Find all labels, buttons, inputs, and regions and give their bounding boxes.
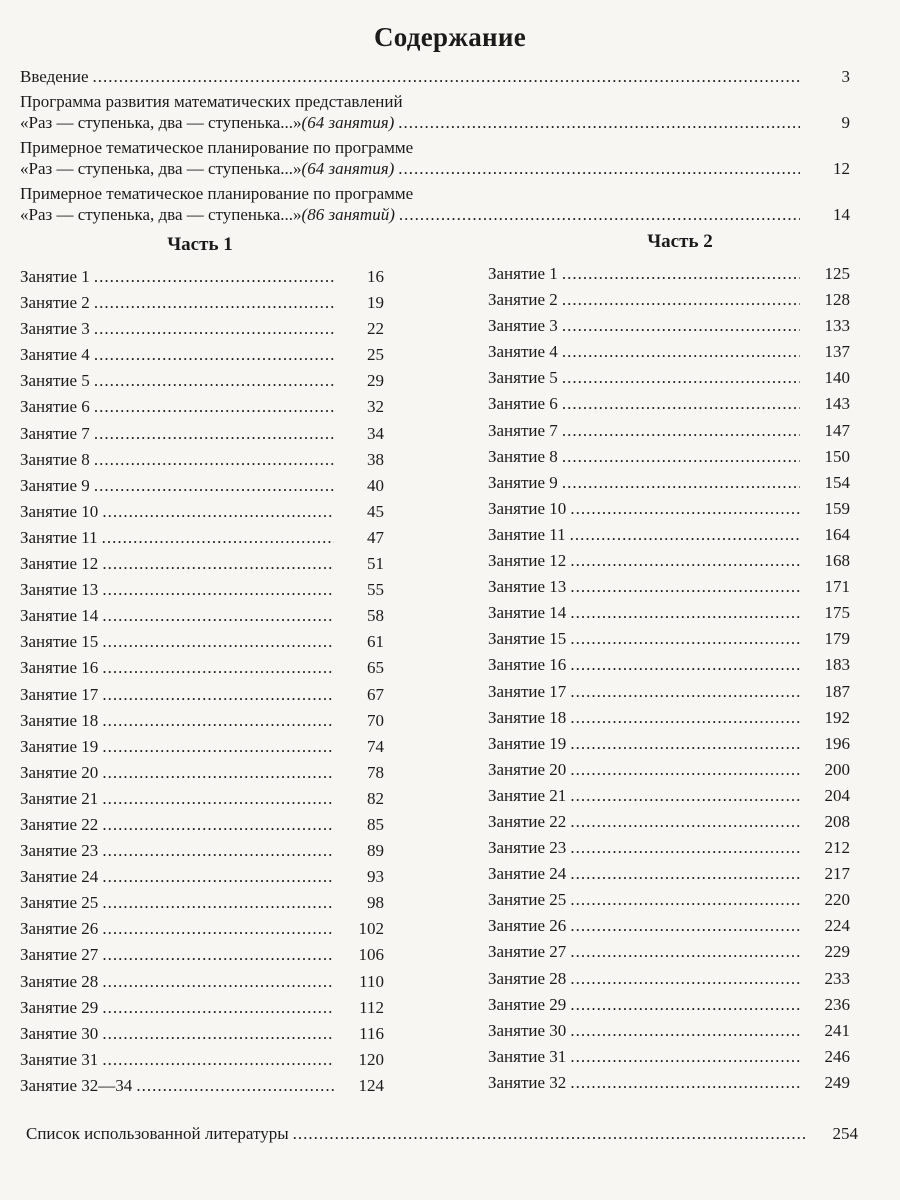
toc-entry-lesson[interactable] — [20, 657, 384, 683]
toc-entry-lesson[interactable] — [20, 1049, 384, 1075]
toc-entry-page: 154 — [824, 472, 850, 492]
toc-entry-label: Занятие 11 — [488, 524, 566, 544]
toc-entry-label: Занятие 5 — [488, 368, 558, 388]
dot-leader — [398, 112, 800, 133]
toc-entry-label: Занятие 26 — [20, 919, 99, 939]
dot-leader — [102, 997, 334, 1018]
toc-entry-page: 143 — [824, 394, 850, 414]
part1-list — [20, 266, 384, 1101]
toc-entry-lesson[interactable] — [488, 367, 850, 393]
toc-entry-label: Занятие 1 — [488, 264, 558, 283]
dot-leader — [570, 681, 800, 702]
dot-leader — [102, 892, 334, 913]
dot-leader — [570, 524, 800, 545]
toc-entry-label: Занятие 21 — [488, 785, 567, 805]
dot-leader — [94, 423, 334, 444]
toc-entry-page: 171 — [824, 577, 850, 597]
toc-entry-lesson[interactable] — [488, 446, 850, 472]
dot-leader — [94, 344, 334, 365]
toc-entry-page: 82 — [367, 788, 384, 808]
toc-entry-lesson[interactable] — [488, 941, 850, 967]
toc-entry-page: 229 — [824, 942, 850, 962]
toc-entry-page: 147 — [824, 420, 850, 440]
toc-entry-page: 25 — [367, 345, 384, 365]
dot-leader — [102, 788, 334, 809]
toc-entry-page: 150 — [824, 446, 850, 466]
toc-entry-label: Занятие 8 — [488, 446, 558, 466]
dot-leader — [102, 814, 334, 835]
toc-entry-label: Занятие 15 — [488, 629, 567, 649]
toc-entry-label: Занятие 5 — [20, 371, 90, 391]
toc-entry-page: 38 — [367, 449, 384, 469]
toc-entry-lesson[interactable] — [488, 524, 850, 550]
toc-entry-label: Занятие 17 — [20, 684, 99, 704]
toc-entry-lesson[interactable] — [20, 423, 384, 449]
toc-entry-lesson[interactable] — [20, 710, 384, 736]
toc-entry-lesson[interactable] — [20, 892, 384, 918]
dot-leader — [570, 550, 800, 571]
intro-entry-text — [20, 91, 850, 112]
toc-entry-lesson[interactable] — [488, 654, 850, 680]
intro-entry — [20, 137, 850, 179]
toc-entry-label: Занятие 20 — [488, 759, 567, 779]
toc-entry-label: Занятие 18 — [488, 707, 567, 727]
toc-entry-label: Занятие 11 — [20, 527, 98, 547]
toc-entry-label: Занятие 18 — [20, 710, 99, 730]
toc-entry-page: 89 — [367, 841, 384, 861]
toc-entry-lesson[interactable] — [488, 1072, 850, 1098]
dot-leader — [102, 1049, 334, 1070]
toc-entry-label: Занятие 28 — [488, 968, 567, 988]
toc-entry-page: 55 — [367, 580, 384, 600]
toc-entry-label: Занятие 29 — [488, 994, 567, 1014]
toc-entry-references[interactable] — [26, 1123, 858, 1144]
dot-leader — [102, 605, 334, 626]
toc-entry-label: Занятие 31 — [20, 1049, 99, 1069]
toc-entry-page: 51 — [367, 554, 384, 574]
intro-entry-line: Программа развития математических представлений — [20, 92, 403, 111]
toc-entry-page: 34 — [367, 423, 384, 443]
toc-entry-label: Занятие 10 — [20, 501, 99, 521]
toc-entry-page: 137 — [824, 342, 850, 362]
toc-entry-page: 29 — [367, 371, 384, 391]
dot-leader — [102, 631, 334, 652]
toc-entry-page: 200 — [824, 759, 850, 779]
toc-entry-lesson[interactable] — [488, 420, 850, 446]
toc-entry-page: 241 — [824, 1020, 850, 1040]
toc-entry-lesson[interactable] — [20, 292, 384, 318]
toc-entry-page: 85 — [367, 814, 384, 834]
toc-entry-page: 9 — [841, 113, 850, 132]
toc-entry-page: 249 — [824, 1072, 850, 1092]
dot-leader — [570, 785, 800, 806]
dot-leader — [570, 889, 800, 910]
toc-entry-page: 74 — [367, 736, 384, 756]
toc-entry-lesson[interactable] — [488, 550, 850, 576]
toc-entry-lesson[interactable] — [488, 968, 850, 994]
toc-entry-page: 106 — [358, 945, 384, 965]
toc-entry-label: Занятие 25 — [20, 893, 99, 913]
toc-entry-lesson[interactable] — [20, 736, 384, 762]
dot-leader — [94, 266, 334, 287]
intro-entry-line: Примерное тематическое планирование по программе — [20, 184, 414, 203]
part2-list — [488, 263, 850, 1098]
toc-entry-lesson[interactable] — [20, 449, 384, 475]
toc-entry-label: Занятие 3 — [488, 316, 558, 336]
toc-entry-label: Занятие 9 — [20, 475, 90, 495]
dot-leader — [570, 994, 800, 1015]
toc-entry-label: Занятие 2 — [488, 290, 558, 310]
toc-entry-page: 187 — [824, 681, 850, 701]
toc-entry-page: 22 — [367, 319, 384, 339]
toc-entry-label: Занятие 28 — [20, 971, 99, 991]
dot-leader — [562, 420, 800, 441]
toc-entry-label: Занятие 24 — [20, 867, 99, 887]
toc-entry-label: Занятие 30 — [20, 1023, 99, 1043]
toc-entry-label: Список использованной литературы — [26, 1124, 289, 1143]
toc-entry-lesson[interactable] — [20, 840, 384, 866]
dot-leader — [562, 341, 800, 362]
toc-entry-page: 70 — [367, 710, 384, 730]
dot-leader — [570, 1046, 800, 1067]
toc-entry-label: Занятие 12 — [20, 554, 99, 574]
dot-leader — [102, 840, 334, 861]
toc-entry-lesson[interactable] — [488, 837, 850, 863]
toc-entry-lesson[interactable] — [20, 814, 384, 840]
toc-entry-lesson-count: (86 занятий) — [301, 205, 395, 224]
dot-leader — [562, 446, 800, 467]
toc-entry-page: 236 — [824, 994, 850, 1014]
dot-leader — [94, 449, 334, 470]
dot-leader — [102, 1023, 334, 1044]
page-title: Содержание — [373, 22, 527, 52]
toc-entry-page: 168 — [824, 551, 850, 571]
toc-entry-lesson[interactable] — [488, 811, 850, 837]
toc-entry-lesson[interactable] — [20, 631, 384, 657]
dot-leader — [94, 292, 334, 313]
toc-entry-page: 12 — [833, 159, 850, 178]
toc-entry-page: 192 — [824, 707, 850, 727]
dot-leader — [136, 1075, 334, 1096]
toc-entry-label: Занятие 10 — [488, 498, 567, 518]
intro-entry-line: Примерное тематическое планирование по программе — [20, 138, 414, 157]
dot-leader — [102, 579, 334, 600]
toc-entry-page: 204 — [824, 785, 850, 805]
dot-leader — [570, 498, 800, 519]
dot-leader — [398, 158, 800, 179]
toc-entry-label: Занятие 4 — [20, 345, 90, 365]
toc-entry-page: 67 — [367, 684, 384, 704]
dot-leader — [570, 811, 800, 832]
toc-entry-label: Занятие 23 — [488, 838, 567, 858]
toc-entry-label: Занятие 16 — [488, 655, 567, 675]
toc-entry-page: 246 — [824, 1046, 850, 1066]
toc-entry-page: 65 — [367, 658, 384, 678]
dot-leader — [570, 576, 800, 597]
toc-entry-page: 120 — [358, 1049, 384, 1069]
toc-entry-label: Занятие 31 — [488, 1046, 567, 1066]
dot-leader — [570, 941, 800, 962]
dot-leader — [102, 762, 334, 783]
toc-entry-label: Занятие 6 — [20, 397, 90, 417]
toc-entry-page: 128 — [824, 290, 850, 310]
toc-entry-page: 125 — [824, 264, 850, 283]
part2-heading: Часть 2 — [647, 231, 713, 252]
toc-entry-lesson[interactable] — [20, 918, 384, 944]
intro-entry — [20, 183, 850, 225]
toc-entry-page: 133 — [824, 316, 850, 336]
toc-entry-label: Занятие 24 — [488, 864, 567, 884]
toc-entry-lesson[interactable] — [488, 759, 850, 785]
toc-entry-lesson[interactable] — [20, 579, 384, 605]
toc-entry-page: 196 — [824, 733, 850, 753]
dot-leader — [94, 396, 334, 417]
toc-entry-page: 220 — [824, 890, 850, 910]
toc-entry-lesson[interactable] — [488, 785, 850, 811]
dot-leader — [570, 733, 800, 754]
toc-entry-label: Занятие 30 — [488, 1020, 567, 1040]
dot-leader — [102, 553, 334, 574]
toc-entry-lesson[interactable] — [488, 1046, 850, 1072]
toc-entry-lesson[interactable] — [20, 971, 384, 997]
dot-leader — [102, 527, 334, 548]
toc-entry-lesson[interactable] — [20, 1075, 384, 1101]
toc-entry-page: 212 — [824, 838, 850, 858]
toc-entry-page: 40 — [367, 475, 384, 495]
dot-leader — [562, 263, 800, 284]
dot-leader — [102, 971, 334, 992]
toc-entry-lesson-count: (64 занятия) — [301, 159, 395, 178]
toc-entry-page: 58 — [367, 606, 384, 626]
toc-entry-page: 254 — [832, 1124, 858, 1143]
toc-entry-lesson[interactable] — [488, 889, 850, 915]
toc-entry-lesson[interactable] — [488, 393, 850, 419]
dot-leader — [570, 759, 800, 780]
dot-leader — [93, 66, 800, 87]
toc-entry-page: 78 — [367, 762, 384, 782]
dot-leader — [102, 866, 334, 887]
dot-leader — [102, 710, 334, 731]
toc-entry-lesson[interactable] — [20, 684, 384, 710]
toc-entry-lesson[interactable] — [488, 289, 850, 315]
toc-entry-lesson[interactable] — [488, 863, 850, 889]
toc-entry-lesson[interactable] — [20, 501, 384, 527]
dot-leader — [102, 918, 334, 939]
toc-entry-page: 93 — [367, 867, 384, 887]
dot-leader — [399, 204, 800, 225]
toc-entry-label: Занятие 7 — [20, 423, 90, 443]
toc-entry-label: Занятие 3 — [20, 319, 90, 339]
toc-entry-lesson[interactable] — [20, 997, 384, 1023]
toc-entry-lesson[interactable] — [20, 1023, 384, 1049]
toc-entry-label: Введение — [20, 67, 89, 86]
toc-entry-page: 208 — [824, 811, 850, 831]
toc-entry-lesson[interactable] — [20, 762, 384, 788]
dot-leader — [570, 863, 800, 884]
dot-leader — [94, 475, 334, 496]
intro-section — [20, 66, 850, 225]
toc-entry-intro[interactable] — [20, 204, 850, 225]
dot-leader — [570, 915, 800, 936]
toc-entry-page: 32 — [367, 397, 384, 417]
dot-leader — [570, 654, 800, 675]
toc-entry-lesson[interactable] — [488, 1020, 850, 1046]
toc-entry-lesson[interactable] — [488, 602, 850, 628]
dot-leader — [570, 1020, 800, 1041]
toc-entry-lesson[interactable] — [20, 344, 384, 370]
toc-entry-label: Занятие 19 — [488, 733, 567, 753]
toc-entry-lesson[interactable] — [488, 263, 850, 289]
toc-entry-lesson[interactable] — [488, 576, 850, 602]
toc-entry-lesson[interactable] — [20, 553, 384, 579]
dot-leader — [562, 472, 800, 493]
dot-leader — [562, 289, 800, 310]
toc-entry-page: 47 — [367, 527, 384, 547]
toc-entry-lesson[interactable] — [20, 605, 384, 631]
dot-leader — [562, 315, 800, 336]
toc-entry-label: Занятие 27 — [488, 942, 567, 962]
toc-entry-lesson[interactable] — [488, 681, 850, 707]
toc-entry-label: Занятие 9 — [488, 472, 558, 492]
toc-entry-label: Занятие 32—34 — [20, 1075, 133, 1095]
dot-leader — [562, 393, 800, 414]
toc-entry-label: Занятие 15 — [20, 632, 99, 652]
toc-entry-lesson[interactable] — [488, 707, 850, 733]
toc-entry-label: Занятие 8 — [20, 449, 90, 469]
toc-entry-label: «Раз — ступенька, два — ступенька...» — [20, 113, 302, 132]
toc-entry-lesson[interactable] — [20, 944, 384, 970]
toc-entry-label: Занятие 17 — [488, 681, 567, 701]
toc-entry-lesson[interactable] — [20, 370, 384, 396]
toc-entry-label: Занятие 13 — [20, 580, 99, 600]
toc-entry-label: Занятие 25 — [488, 890, 567, 910]
toc-entry-label: Занятие 16 — [20, 658, 99, 678]
toc-entry-label: Занятие 19 — [20, 736, 99, 756]
toc-entry-label: Занятие 20 — [20, 762, 99, 782]
toc-entry-intro[interactable] — [20, 112, 850, 133]
toc-entry-lesson[interactable] — [488, 315, 850, 341]
toc-entry-intro[interactable] — [20, 66, 850, 87]
dot-leader — [570, 968, 800, 989]
toc-entry-lesson[interactable] — [20, 318, 384, 344]
dot-leader — [562, 367, 800, 388]
toc-entry-page: 102 — [358, 919, 384, 939]
intro-entry-text — [20, 183, 850, 204]
toc-entry-lesson[interactable] — [488, 915, 850, 941]
toc-entry-page: 159 — [824, 498, 850, 518]
toc-entry-lesson[interactable] — [488, 341, 850, 367]
toc-entry-label: «Раз — ступенька, два — ступенька...» — [20, 205, 302, 224]
toc-entry-page: 233 — [824, 968, 850, 988]
dot-leader — [102, 944, 334, 965]
toc-entry-label: Занятие 29 — [20, 997, 99, 1017]
toc-entry-lesson[interactable] — [20, 266, 384, 292]
part1-heading: Часть 1 — [167, 234, 233, 255]
toc-entry-label: Занятие 14 — [488, 603, 567, 623]
dot-leader — [570, 602, 800, 623]
toc-entry-page: 183 — [824, 655, 850, 675]
toc-entry-intro[interactable] — [20, 158, 850, 179]
toc-entry-label: Занятие 2 — [20, 293, 90, 313]
toc-entry-lesson[interactable] — [488, 994, 850, 1020]
dot-leader — [102, 736, 334, 757]
dot-leader — [102, 657, 334, 678]
toc-entry-label: Занятие 23 — [20, 841, 99, 861]
toc-entry-lesson[interactable] — [20, 475, 384, 501]
toc-entry-page: 217 — [824, 864, 850, 884]
toc-entry-lesson[interactable] — [488, 733, 850, 759]
dot-leader — [102, 501, 334, 522]
dot-leader — [570, 707, 800, 728]
dot-leader — [570, 837, 800, 858]
toc-entry-label: Занятие 6 — [488, 394, 558, 414]
toc-entry-label: Занятие 26 — [488, 916, 567, 936]
toc-entry-lesson[interactable] — [20, 788, 384, 814]
toc-entry-page: 45 — [367, 501, 384, 521]
toc-entry-page: 164 — [824, 524, 850, 544]
toc-entry-page: 14 — [833, 205, 850, 224]
toc-entry-page: 61 — [367, 632, 384, 652]
toc-entry-label: Занятие 32 — [488, 1072, 567, 1092]
dot-leader — [293, 1123, 808, 1144]
intro-entry — [20, 66, 850, 87]
toc-entry-label: Занятие 7 — [488, 420, 558, 440]
toc-entry-page: 3 — [841, 67, 850, 86]
toc-entry-label: Занятие 1 — [20, 267, 90, 286]
toc-entry-label: «Раз — ступенька, два — ступенька...» — [20, 159, 302, 178]
toc-entry-label: Занятие 4 — [488, 342, 558, 362]
dot-leader — [102, 684, 334, 705]
toc-entry-label: Занятие 13 — [488, 577, 567, 597]
toc-entry-lesson[interactable] — [20, 396, 384, 422]
toc-entry-page: 112 — [359, 997, 384, 1017]
toc-entry-page: 116 — [359, 1023, 384, 1043]
toc-entry-page: 224 — [824, 916, 850, 936]
intro-entry — [20, 91, 850, 133]
dot-leader — [94, 370, 334, 391]
toc-entry-lesson[interactable] — [488, 472, 850, 498]
toc-entry-label: Занятие 21 — [20, 788, 99, 808]
dot-leader — [570, 628, 800, 649]
toc-entry-page: 19 — [367, 293, 384, 313]
toc-entry-label: Занятие 22 — [488, 811, 567, 831]
toc-entry-lesson-count: (64 занятия) — [301, 113, 395, 132]
toc-entry-label: Занятие 27 — [20, 945, 99, 965]
toc-entry-label: Занятие 14 — [20, 606, 99, 626]
toc-entry-lesson[interactable] — [488, 628, 850, 654]
toc-entry-page: 98 — [367, 893, 384, 913]
toc-entry-page: 124 — [358, 1075, 384, 1095]
toc-entry-page: 175 — [824, 603, 850, 623]
toc-entry-lesson[interactable] — [488, 498, 850, 524]
dot-leader — [94, 318, 334, 339]
toc-entry-lesson[interactable] — [20, 527, 384, 553]
toc-entry-label: Занятие 12 — [488, 551, 567, 571]
toc-entry-page: 110 — [359, 971, 384, 991]
toc-entry-page: 179 — [824, 629, 850, 649]
toc-entry-page: 16 — [367, 267, 384, 286]
dot-leader — [570, 1072, 800, 1093]
toc-entry-label: Занятие 22 — [20, 814, 99, 834]
toc-entry-page: 140 — [824, 368, 850, 388]
toc-entry-lesson[interactable] — [20, 866, 384, 892]
intro-entry-text — [20, 137, 850, 158]
